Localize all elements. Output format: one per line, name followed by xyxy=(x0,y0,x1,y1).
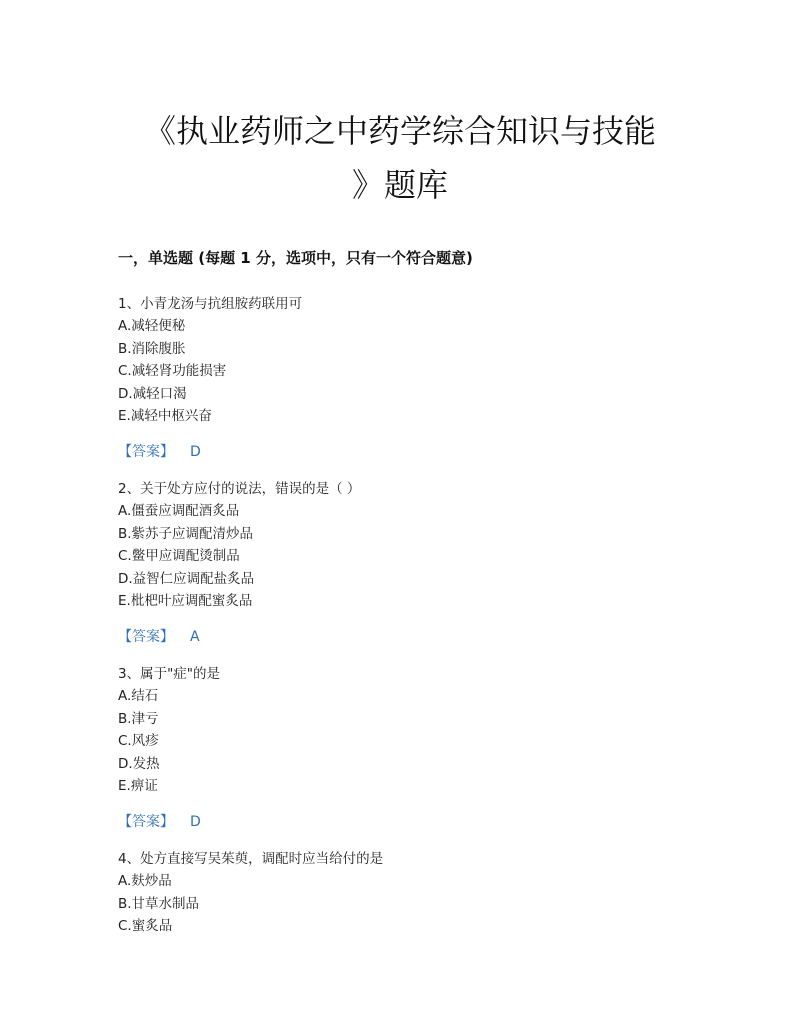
question-stem: 3、属于"症"的是 xyxy=(118,666,221,682)
answer-value: A xyxy=(190,629,200,646)
question-stem: 2、关于处方应付的说法，错误的是（ ） xyxy=(118,481,361,497)
option-a: A.麸炒品 xyxy=(118,873,172,890)
section-heading: 一，单选题 (每题 1 分，选项中，只有一个符合题意) xyxy=(118,249,473,267)
answer-label: 【答案】 xyxy=(118,629,174,646)
option-c: C.鳖甲应调配烫制品 xyxy=(118,548,240,565)
option-b: B.消除腹胀 xyxy=(118,340,186,357)
question-3 xyxy=(118,663,718,831)
answer-value: D xyxy=(190,444,201,461)
option-c: C.蜜炙品 xyxy=(118,918,173,935)
answer-label: 【答案】 xyxy=(118,444,174,461)
title-line-1: 《执业药师之中药学综合知识与技能 xyxy=(143,112,656,150)
option-c: C.风疹 xyxy=(118,733,159,750)
option-b: B.紫苏子应调配清炒品 xyxy=(118,525,254,542)
question-2 xyxy=(118,478,718,646)
question-stem: 1、小青龙汤与抗组胺药联用可 xyxy=(118,296,303,312)
option-b: B.甘草水制品 xyxy=(118,895,200,912)
option-a: A.结石 xyxy=(118,688,159,705)
option-b: B.津亏 xyxy=(118,710,159,727)
answer-line xyxy=(118,626,718,646)
answer-line xyxy=(118,811,718,831)
answer-value: D xyxy=(190,814,201,831)
option-e: E.痹证 xyxy=(118,778,158,795)
document-title xyxy=(100,104,700,212)
option-a: A.僵蚕应调配酒炙品 xyxy=(118,503,240,520)
option-d: D.发热 xyxy=(118,755,160,772)
option-c: C.减轻肾功能损害 xyxy=(118,363,227,380)
answer-label: 【答案】 xyxy=(118,814,174,831)
option-a: A.减轻便秘 xyxy=(118,318,186,335)
option-e: E.枇杷叶应调配蜜炙品 xyxy=(118,593,253,610)
title-line-2: 》题库 xyxy=(351,166,448,204)
answer-line xyxy=(118,441,718,461)
question-1 xyxy=(118,293,718,461)
option-e: E.减轻中枢兴奋 xyxy=(118,408,212,425)
option-d: D.减轻口渴 xyxy=(118,385,187,402)
question-4 xyxy=(118,848,718,938)
question-stem: 4、处方直接写吴茱萸，调配时应当给付的是 xyxy=(118,851,384,867)
option-d: D.益智仁应调配盐炙品 xyxy=(118,570,255,587)
